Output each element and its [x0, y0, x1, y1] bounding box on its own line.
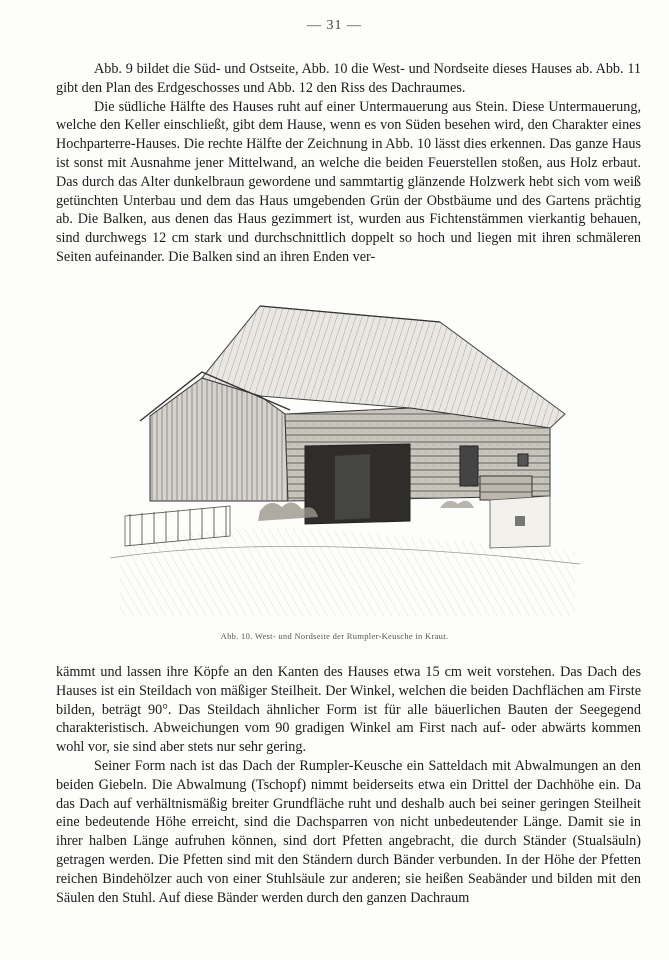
- paragraph: Die südliche Hälfte des Hauses ruht auf einer Untermauerung aus Stein. Diese Untermauerung, welche den Keller einschließt, gibt dem Hause, wenn es von Süden besehen wird, den Charakter eines Hochparterre-Hauses. Die rechte Hälfte der Zeichnung in Abb. 10 lässt dies erkennen. Das ganze Haus ist sonst mit Ausnahme jener Mittelwand, an welche die beiden Feuerstellen stoßen, aus Holz erbaut. Das durch das Alter dunkelbraun gewordene und sammtartig glänzende Holzwerk hebt sich vom weiß getünchten Unterbau und dem das Haus umgebenden Grün der Obstbäume und des Gartens prächtig ab. Die Balken, aus denen das Haus gezimmert ist, wurden aus Fichtenstämmen vierkantig behauen, sind durchwegs 12 cm stark und durchschnittlich doppelt so hoch und liegen mit ihren schmäleren Seiten aufeinander. Die Balken sind an ihren Enden ver-: [56, 98, 641, 265]
- page-number: — 31 —: [307, 18, 362, 33]
- house-drawing: [110, 296, 580, 616]
- text-block-bottom: [56, 663, 641, 907]
- paragraph: Seiner Form nach ist das Dach der Rumpler-Keusche ein Satteldach mit Abwalmungen an den beiden Giebeln. Die Abwalmung (Tschopf) nimmt beiderseits etwa ein Drittel der Dachhöhe ein. Da das Dach auf verhältnismäßig breiter Grundfläche ruht und deshalb auch bei seiner geringen Steilheit eine bedeutende Höhe erreicht, sind die Dachsparren von nicht unbedeutender Länge. Damit sie in ihrer halben Länge aufruhen können, sind dort Pfetten angebracht, die durch Ständer (Stualsäuln) getragen werden. Die Pfetten sind mit den Ständern durch Bänder verbunden. In der Höhe der Pfetten reichen Bindehölzer auch von einer Stuhlsäule zur anderen; sie heißen Seabänder und bilden mit den Säulen den Stuhl. Auf diese Bänder werden durch den ganzen Dachraum: [56, 757, 641, 906]
- house-illustration: [110, 296, 580, 616]
- text-block-top: [56, 60, 641, 267]
- paragraph: Abb. 9 bildet die Süd- und Ostseite, Abb. 10 die West- und Nordseite dieses Hauses ab. Abb. 11 gibt den Plan des Erdgeschosses und Abb. 12 den Riss des Dachraumes.: [56, 61, 641, 96]
- paragraph: kämmt und lassen ihre Köpfe an den Kanten des Hauses etwa 15 cm weit vorstehen. Das Dach des Hauses ist ein Steildach von mäßiger Steilheit. Der Winkel, welchen die beiden Dachflächen am Firste bilden, beträgt 90°. Das Steildach ähnlicher Form ist für alle bäuerlichen Bauten der Seegegend charakteristisch. Abweichungen vom 90 gradigen Winkel am First nach auf- oder abwärts kommen wohl vor, sie sind aber stets nur sehr gering.: [56, 664, 641, 756]
- figure-caption: Abb. 10. West- und Nordseite der Rumpler-Keusche in Kraut.: [220, 631, 449, 641]
